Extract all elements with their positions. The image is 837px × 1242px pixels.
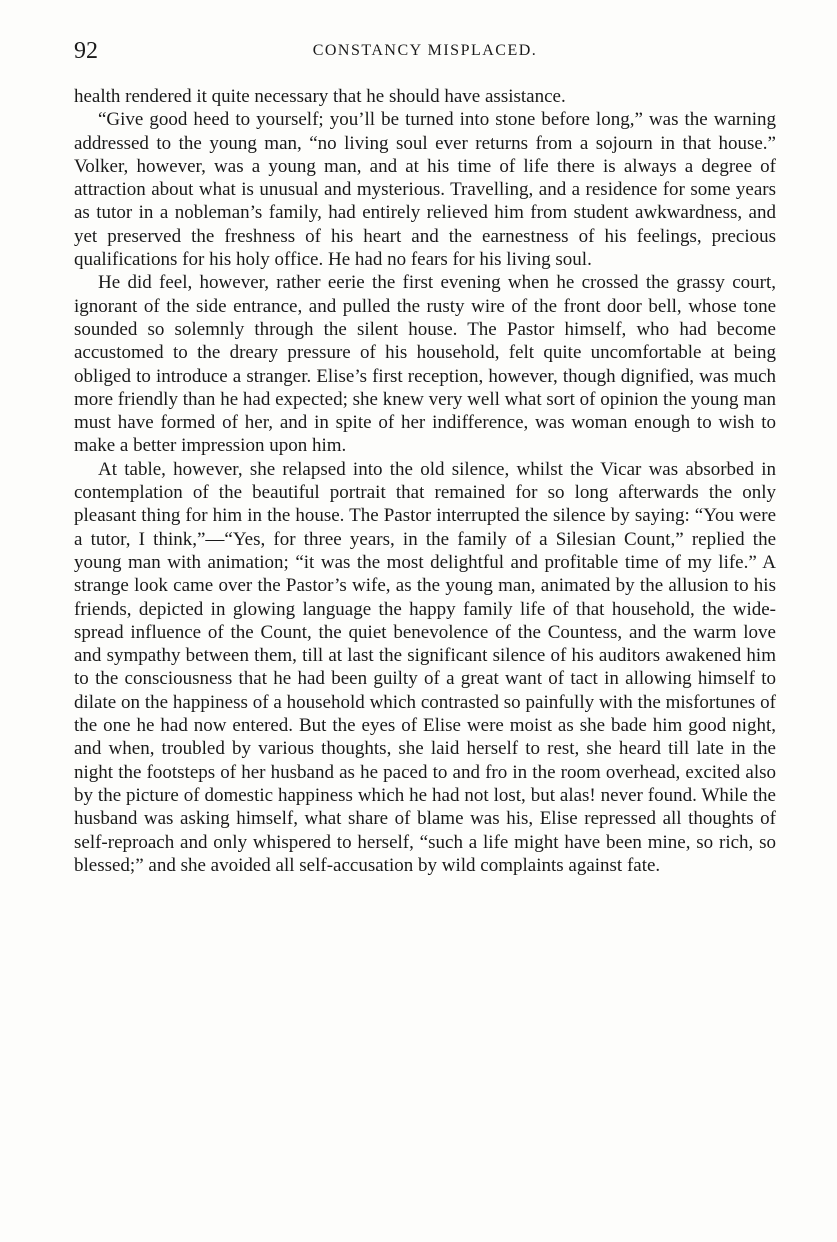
paragraph: He did feel, however, rather eerie the first evening when he crossed the grassy court, ignorant of the side entrance, and pulled the rusty wire of the front door bell, whose tone sounded so solemnly through the silent house. The Pastor himself, who had become accustomed to the dreary pressure of his household, felt quite uncomfortable at being obliged to introduce a stranger. Elise’s first reception, however, though dignified, was much more friendly than he had expected; she knew very well what sort of opinion the young man must have formed of her, and in spite of her indifference, was woman enough to wish to make a better impression upon him. (74, 272, 776, 457)
page-number: 92 (74, 38, 98, 64)
paragraph: At table, however, she relapsed into the old silence, whilst the Vicar was absorbed in contemplation of the beautiful portrait that remained for so long afterwards the only pleasant thing for him in the house. The Pastor interrupted the silence by saying: “You were a tutor, I think,”—“Yes, for three years, in the family of a Silesian Count,” replied the young man with animation; “it was the most delightful and profitable time of my life.” A strange look came over the Pastor’s wife, as the young man, animated by the allusion to his friends, depicted in glowing language the happy family life of that household, the wide-spread influence of the Count, the quiet benevolence of the Countess, and the warm love and sympathy between them, till at last the significant silence of his auditors awakened him to the consciousness that he had been guilty of a great want of tact in allowing himself to dilate on the happiness of a household which contrasted so painfully with the misfortunes of the one he had now entered. But the eyes of Elise were moist as she bade him good night, and when, troubled by various thoughts, she laid herself to rest, she heard till late in the night the footsteps of her husband as he paced to and fro in the room overhead, excited also by the picture of domestic happiness which he had not lost, but alas! never found. While the husband was asking himself, what share of blame was his, Elise repressed all thoughts of self-reproach and only whispered to herself, “such a life might have been mine, so rich, so blessed;” and she avoided all self-accusation by wild complaints against fate. (74, 458, 776, 876)
body-text (74, 85, 776, 877)
paragraph-continued: health rendered it quite necessary that he should have assistance. (74, 86, 566, 107)
running-title: CONSTANCY MISPLACED. (312, 42, 538, 59)
paragraph: “Give good heed to yourself; you’ll be turned into stone before long,” was the warning addressed to the young man, “no living soul ever returns from a sojourn in that house.” Volker, however, was a young man, and at his time of life there is always a degree of attraction about what is unusual and mysterious. Travelling, and a residence for some years as tutor in a nobleman’s family, had entirely relieved him from student awkwardness, and yet preserved the freshness of his heart and the earnestness of his feelings, precious qualifications for his holy office. He had no fears for his living soul. (74, 109, 776, 271)
page-header (74, 36, 776, 68)
